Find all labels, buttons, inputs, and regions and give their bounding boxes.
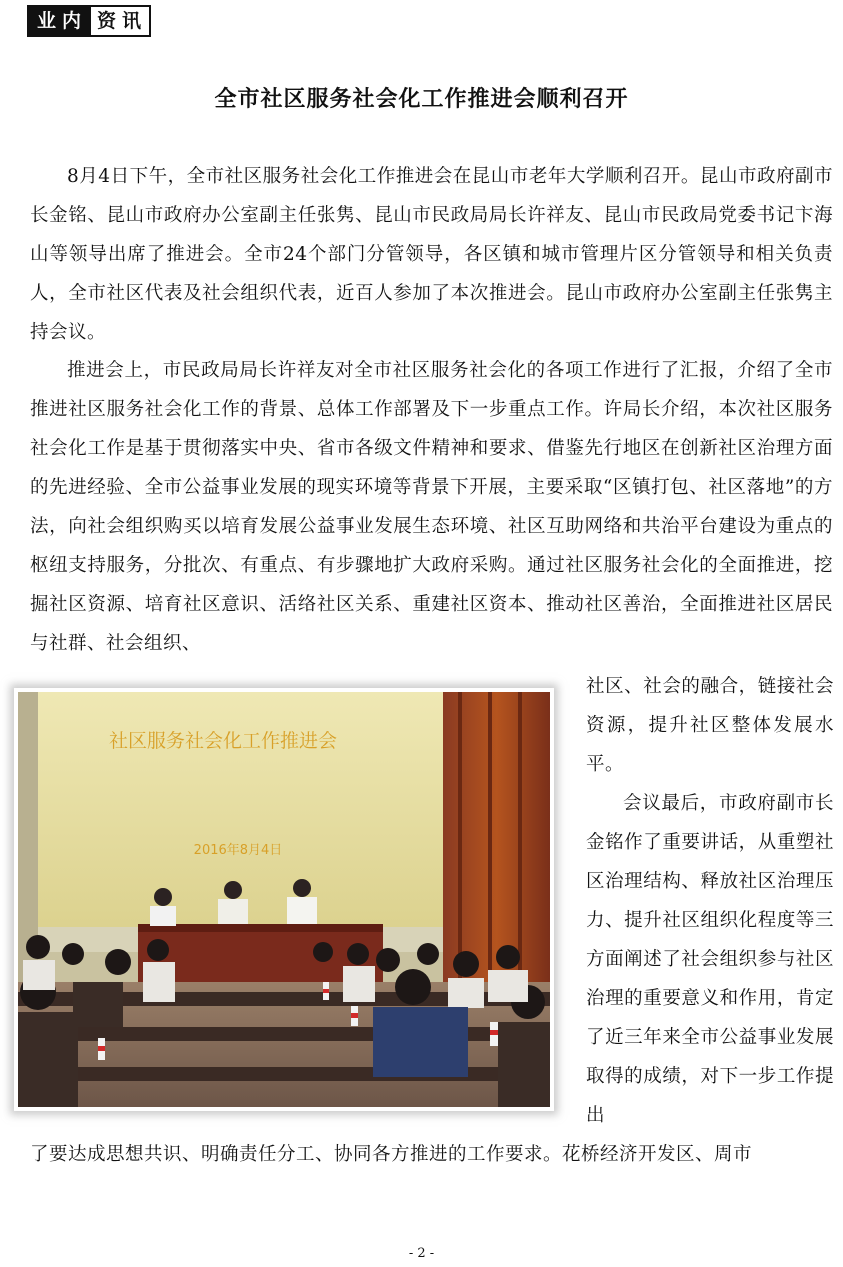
paragraph-2-cont-text: 社区、社会的融合，链接社会资源，提升社区整体发展水平。 [586,676,834,775]
section-tag-light: 资讯 [91,7,149,35]
paragraph-1: 8月4日下午，全市社区服务社会化工作推进会在昆山市老年大学顺利召开。昆山市政府副市长金铭、昆山市政府办公室副主任张隽、昆山市民政局局长许祥友、昆山市民政局党委书记卞海山等领导出席了推进会。全市24个部门分管领导，各区镇和城市管理片区分管领导和相关负责人，全市社区代表及社会组织代表，近百人参加了本次推进会。昆山市政府办公室副主任张隽主持会议。 [30,166,833,343]
meeting-photo [14,688,554,1111]
paragraph-3-start: 会议最后，市政府副市长金铭作了重要讲话，从重塑社区治理结构、释放社区治理压力、提升社区组织化程度等三方面阐述了社会组织参与社区治理的重要意义和作用，肯定了近三年来全市公益事业发展取得的成绩，对下一步工作提出 [586,793,834,1126]
paragraph-2: 推进会上，市民政局局长许祥友对全市社区服务社会化的各项工作进行了汇报，介绍了全市推进社区服务社会化工作的背景、总体工作部署及下一步重点工作。许局长介绍，本次社区服务社会化工作是基于贯彻落实中央、省市各级文件精神和要求、借鉴先行地区在创新社区治理方面的先进经验、全市公益事业发展的现实环境等背景下开展，主要采取“区镇打包、社区落地”的方法，向社会组织购买以培育发展公益事业发展生态环境、社区互助网络和共治平台建设为重点的枢纽支持服务，分批次、有重点、有步骤地扩大政府采购。通过社区服务社会化的全面推进，挖掘社区资源、培育社区意识、活络社区关系、重建社区资本、推动社区善治，全面推进社区居民与社群、社会组织、 [30,360,833,654]
meeting-photo-image [18,692,550,1107]
article-title: 全市社区服务社会化工作推进会顺利召开 [214,87,629,112]
screen-date: 2016年8月4日 [193,843,283,858]
paragraph-3-end: 了要达成思想共识、明确责任分工、协同各方推进的工作要求。花桥经济开发区、周市 [30,1144,753,1165]
page-number: - 2 - [408,1246,435,1261]
section-tag-dark: 业内 [29,7,91,35]
section-tag [27,5,151,37]
screen-title: 社区服务社会化工作推进会 [108,730,338,752]
paragraph-2-continued [586,667,834,1135]
